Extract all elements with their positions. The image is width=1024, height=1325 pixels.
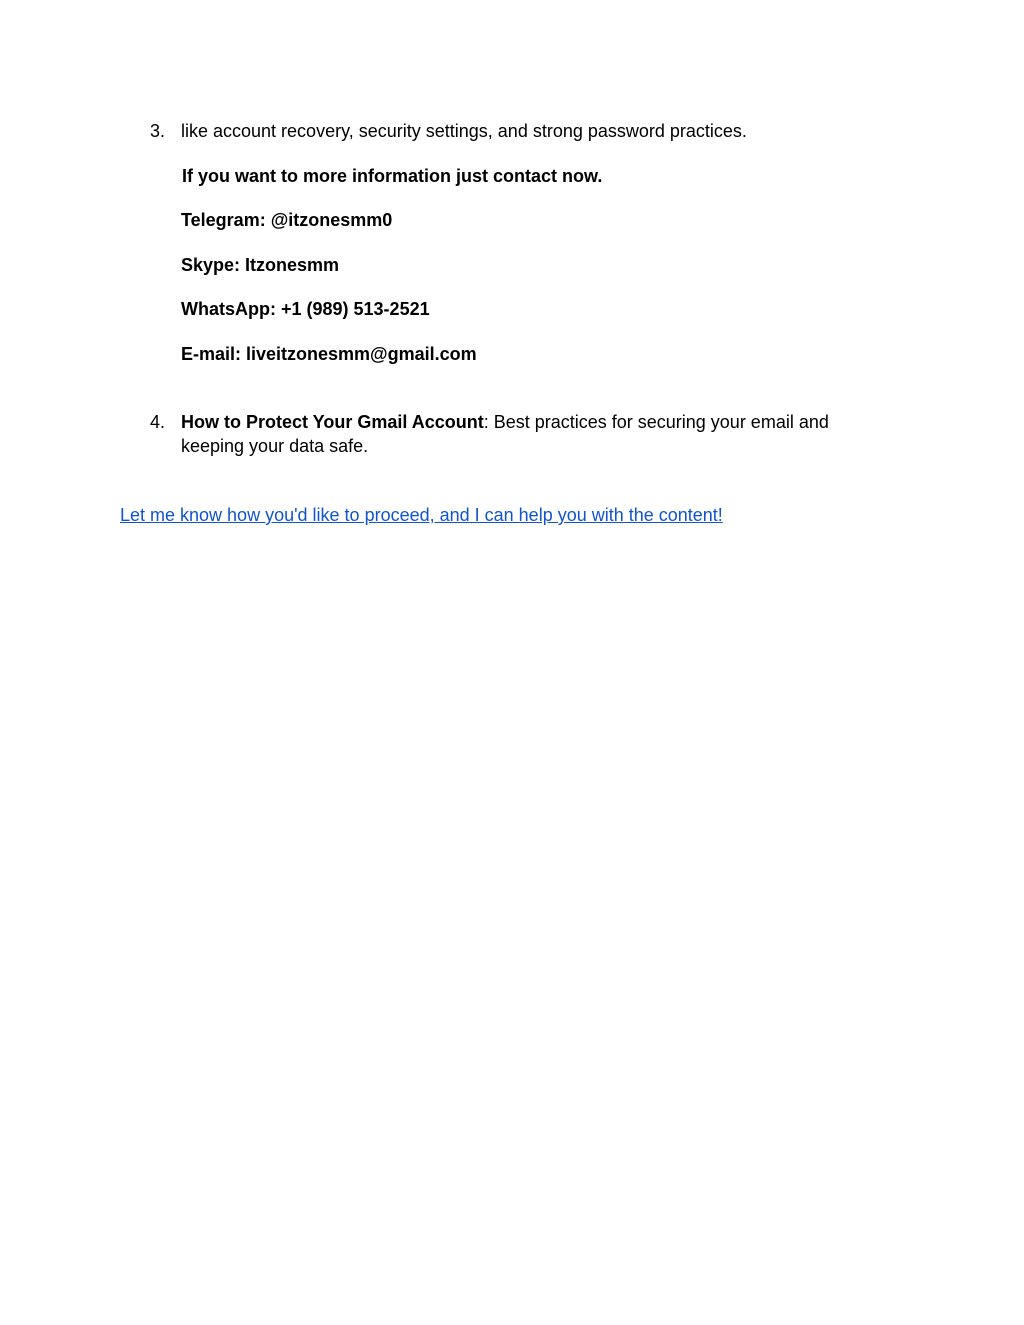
contact-skype: Skype: Itzonesmm xyxy=(181,255,340,275)
list-item-description: : Best practices for securing your email and keeping your data safe. xyxy=(181,412,829,456)
contact-intro: If you want to more information just contact now. xyxy=(182,166,603,186)
list-item-text xyxy=(181,410,870,458)
list-item-heading: How to Protect Your Gmail Account xyxy=(181,412,484,432)
contact-telegram: Telegram: @itzonesmm0 xyxy=(181,210,393,230)
contact-whatsapp: WhatsApp: +1 (989) 513-2521 xyxy=(181,299,430,319)
list-item-text: like account recovery, security settings, and strong password practices. xyxy=(181,121,747,141)
list-number: 4. xyxy=(150,412,166,432)
closing-link[interactable]: Let me know how you'd like to proceed, and I can help you with the content! xyxy=(120,505,723,525)
list-number: 3. xyxy=(150,121,166,141)
list-item-3 xyxy=(150,119,870,143)
contact-email: E-mail: liveitzonesmm@gmail.com xyxy=(181,344,477,364)
list-item-4 xyxy=(150,410,870,458)
